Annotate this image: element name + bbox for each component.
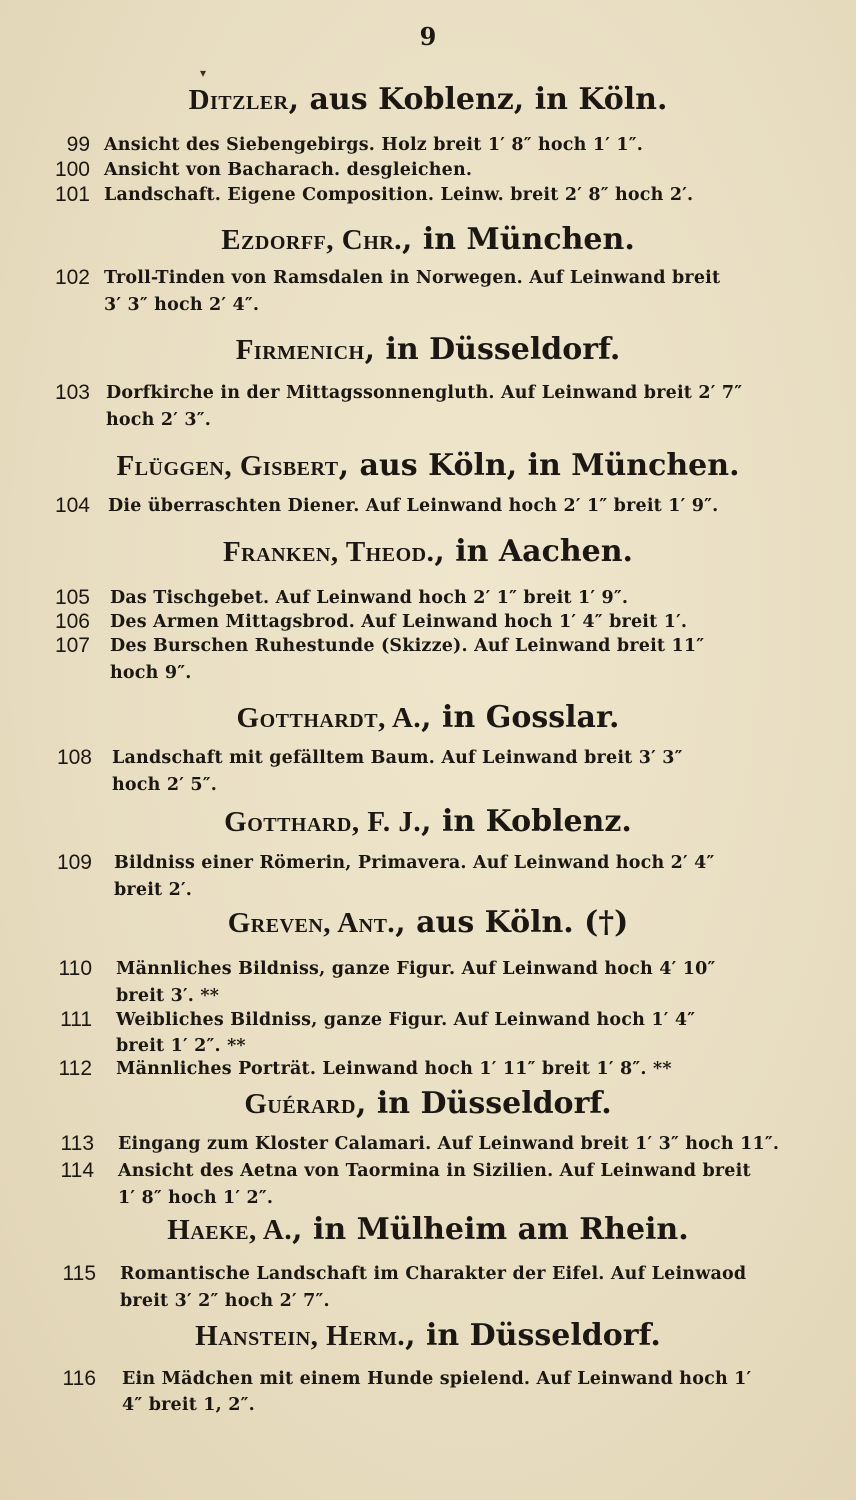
artist-name: Ezdorff, Chr. xyxy=(221,224,402,256)
entry-text-line: Ansicht von Bacharach. desgleichen. xyxy=(104,160,473,180)
artist-name: Hanstein, Herm. xyxy=(195,1320,406,1352)
catalog-number: 114 xyxy=(60,1159,94,1182)
entry-text-line: Bildniss einer Römerin, Primavera. Auf Leinwand hoch 2′ 4″ xyxy=(114,853,715,873)
catalog-number: 108 xyxy=(56,746,92,769)
artist-place: , in Aachen. xyxy=(434,534,634,569)
entry-text-line: Ansicht des Siebengebirgs. Holz breit 1′ 8″ hoch 1′ 1″. xyxy=(104,135,644,155)
artist-place: , aus Köln, in München. xyxy=(338,448,740,483)
entry-text-line: Des Armen Mittagsbrod. Auf Leinwand hoch 1′ 4″ breit 1′. xyxy=(110,612,688,632)
catalog-number: 104 xyxy=(54,494,90,517)
artist-heading xyxy=(0,700,856,736)
artist-name: Greven, Ant. xyxy=(227,907,396,939)
catalog-number: 109 xyxy=(56,851,92,874)
entry-text-line: Troll-Tinden von Ramsdalen in Norwegen. Auf Leinwand breit xyxy=(104,268,721,288)
entry-text-line: Weibliches Bildniss, ganze Figur. Auf Leinwand hoch 1′ 4″ xyxy=(116,1010,696,1030)
entry-text-line: hoch 2′ 3″. xyxy=(106,410,212,430)
artist-heading xyxy=(0,905,856,941)
artist-place: , in München. xyxy=(401,222,635,257)
catalog-number: 101 xyxy=(54,183,90,206)
catalog-number: 103 xyxy=(54,381,90,404)
entry-text-line: Des Burschen Ruhestunde (Skizze). Auf Leinwand breit 11″ xyxy=(110,636,705,656)
artist-place: , in Düsseldorf. xyxy=(355,1086,612,1121)
artist-name: Franken, Theod. xyxy=(222,536,435,568)
artist-place: , in Düsseldorf. xyxy=(405,1318,661,1353)
catalog-number: 107 xyxy=(54,634,90,657)
artist-name: Flüggen, Gisbert xyxy=(116,450,339,482)
entry-text-line: Dorfkirche in der Mittagssonnengluth. Auf Leinwand breit 2′ 7″ xyxy=(106,383,743,403)
entry-text-line: Landschaft mit gefälltem Baum. Auf Leinwand breit 3′ 3″ xyxy=(112,748,683,768)
artist-heading xyxy=(0,1212,856,1248)
artist-heading xyxy=(0,222,856,258)
artist-name: Guérard xyxy=(244,1088,356,1120)
catalog-number: 111 xyxy=(60,1008,92,1031)
catalog-number: 106 xyxy=(54,610,90,633)
entry-text-line: Das Tischgebet. Auf Leinwand hoch 2′ 1″ breit 1′ 9″. xyxy=(110,588,629,608)
entry-text-line: Eingang zum Kloster Calamari. Auf Leinwand breit 1′ 3″ hoch 11″. xyxy=(118,1134,780,1154)
artist-heading xyxy=(0,82,856,118)
entry-text-line: Ein Mädchen mit einem Hunde spielend. Auf Leinwand hoch 1′ xyxy=(122,1369,752,1389)
artist-name: Gotthardt, A. xyxy=(236,702,422,734)
artist-place: , aus Koblenz, in Köln. xyxy=(288,82,668,117)
artist-name: Firmenich xyxy=(235,334,365,366)
entry-text-line: Die überraschten Diener. Auf Leinwand hoch 2′ 1″ breit 1′ 9″. xyxy=(108,496,719,516)
artist-place: , aus Köln. (†) xyxy=(395,905,629,940)
page-number: 9 xyxy=(419,22,437,51)
artist-heading xyxy=(0,448,856,484)
artist-place: , in Koblenz. xyxy=(421,804,632,839)
entry-text-line: 1′ 8″ hoch 1′ 2″. xyxy=(118,1188,274,1208)
artist-heading xyxy=(0,332,856,368)
entry-text-line: Landschaft. Eigene Composition. Leinw. breit 2′ 8″ hoch 2′. xyxy=(104,185,694,205)
entry-text-line: breit 2′. xyxy=(114,880,193,900)
entry-text-line: 3′ 3″ hoch 2′ 4″. xyxy=(104,295,260,315)
catalog-number: 116 xyxy=(62,1367,96,1390)
artist-name: Gotthard, F. J. xyxy=(224,806,422,838)
entry-text-line: Männliches Porträt. Leinwand hoch 1′ 11″ breit 1′ 8″. ** xyxy=(116,1059,672,1079)
entry-text-line: hoch 9″. xyxy=(110,663,192,683)
ink-speck: ▾ xyxy=(200,66,207,80)
entry-text-line: breit 3′ 2″ hoch 2′ 7″. xyxy=(120,1291,330,1311)
catalog-number: 100 xyxy=(54,158,90,181)
entry-text-line: 4″ breit 1, 2″. xyxy=(122,1395,255,1415)
entry-text-line: hoch 2′ 5″. xyxy=(112,775,218,795)
artist-place: , in Düsseldorf. xyxy=(364,332,621,367)
catalog-number: 113 xyxy=(60,1132,94,1155)
entry-text-line: Ansicht des Aetna von Taormina in Sizilien. Auf Leinwand breit xyxy=(118,1161,751,1181)
catalog-number: 105 xyxy=(54,586,90,609)
catalog-number: 99 xyxy=(66,133,90,156)
artist-heading xyxy=(0,1318,856,1354)
entry-text-line: breit 3′. ** xyxy=(116,986,220,1006)
catalog-number: 115 xyxy=(62,1262,96,1285)
artist-name: Ditzler xyxy=(188,84,289,116)
artist-name: Haeke, A. xyxy=(167,1214,293,1246)
catalog-number: 110 xyxy=(58,957,92,980)
artist-heading xyxy=(0,534,856,570)
entry-text-line: Männliches Bildniss, ganze Figur. Auf Leinwand hoch 4′ 10″ xyxy=(116,959,716,979)
artist-place: , in Mülheim am Rhein. xyxy=(292,1212,689,1247)
entry-text-line: breit 1′ 2″. ** xyxy=(116,1036,246,1056)
catalog-number: 112 xyxy=(58,1057,92,1080)
catalog-number: 102 xyxy=(54,266,90,289)
artist-heading xyxy=(0,1086,856,1122)
artist-place: , in Gosslar. xyxy=(421,700,620,735)
entry-text-line: Romantische Landschaft im Charakter der Eifel. Auf Leinwaod xyxy=(120,1264,747,1284)
artist-heading xyxy=(0,804,856,840)
